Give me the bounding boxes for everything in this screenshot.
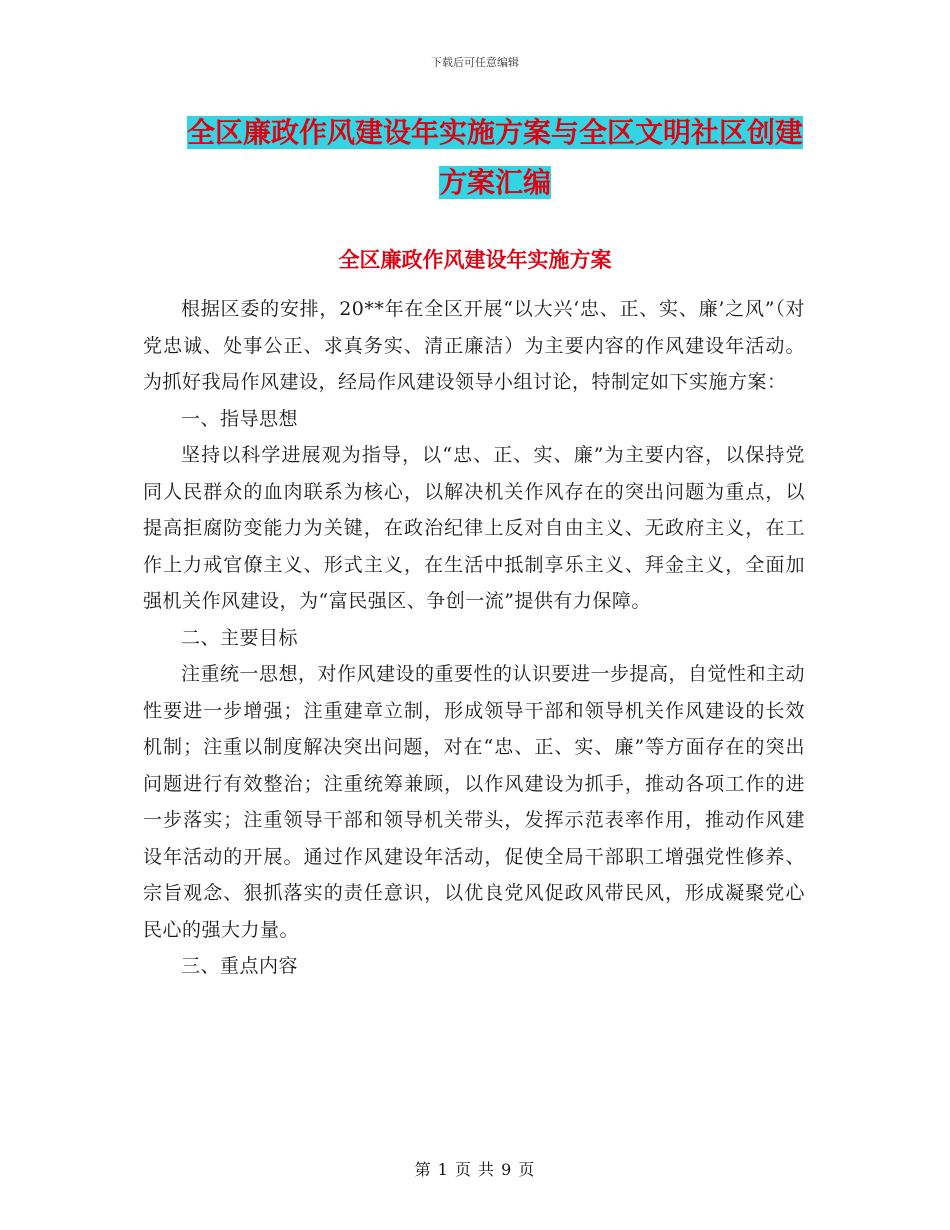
guiding-thought-paragraph: 坚持以科学进展观为指导，以“忠、正、实、廉”为主要内容，以保持党同人民群众的血肉联系为核心，以解决机关作风存在的突出问题为重点，以提高拒腐防变能力为关键，在政治纪律上反对自由主义、无政府主义，在工作上力戒官僚主义、形式主义，在生活中抵制享乐主义、拜金主义，全面加强机关作风建设，为“富民强区、争创一流”提供有力保障。 [143, 444, 805, 612]
document-body [143, 291, 805, 985]
intro-paragraph: 根据区委的安排，20**年在全区开展“以大兴‘忠、正、实、廉’之风”（对党忠诚、处事公正、求真务实、清正廉洁）为主要内容的作风建设年活动。为抓好我局作风建设，经局作风建设领导小组讨论，特制定如下实施方案： [143, 298, 805, 393]
header-note: 下载后可任意编辑 [431, 56, 519, 69]
page-footer: 第 1 页 共 9 页 [414, 1160, 536, 1179]
main-goals-paragraph: 注重统一思想，对作风建设的重要性的认识要进一步提高，自觉性和主动性要进一步增强；注重建章立制，形成领导干部和领导机关作风建设的长效机制；注重以制度解决突出问题，对在“忠、正、实、廉”等方面存在的突出问题进行有效整治；注重统筹兼顾，以作风建设为抓手，推动各项工作的进一步落实；注重领导干部和领导机关带头，发挥示范表率作用，推动作风建设年活动的开展。通过作风建设年活动，促使全局干部职工增强党性修养、宗旨观念、狠抓落实的责任意识，以优良党风促政风带民风，形成凝聚党心民心的强大力量。 [143, 663, 806, 941]
section-heading-guiding-thought: 一、指导思想 [181, 407, 299, 430]
section-title: 全区廉政作风建设年实施方案 [338, 248, 612, 272]
document-title-text: 全区廉政作风建设年实施方案与全区文明社区创建方案汇编 [186, 116, 803, 199]
section-heading-key-content: 三、重点内容 [181, 955, 299, 977]
document-title [175, 108, 815, 208]
section-heading-main-goals: 二、主要目标 [181, 626, 299, 649]
